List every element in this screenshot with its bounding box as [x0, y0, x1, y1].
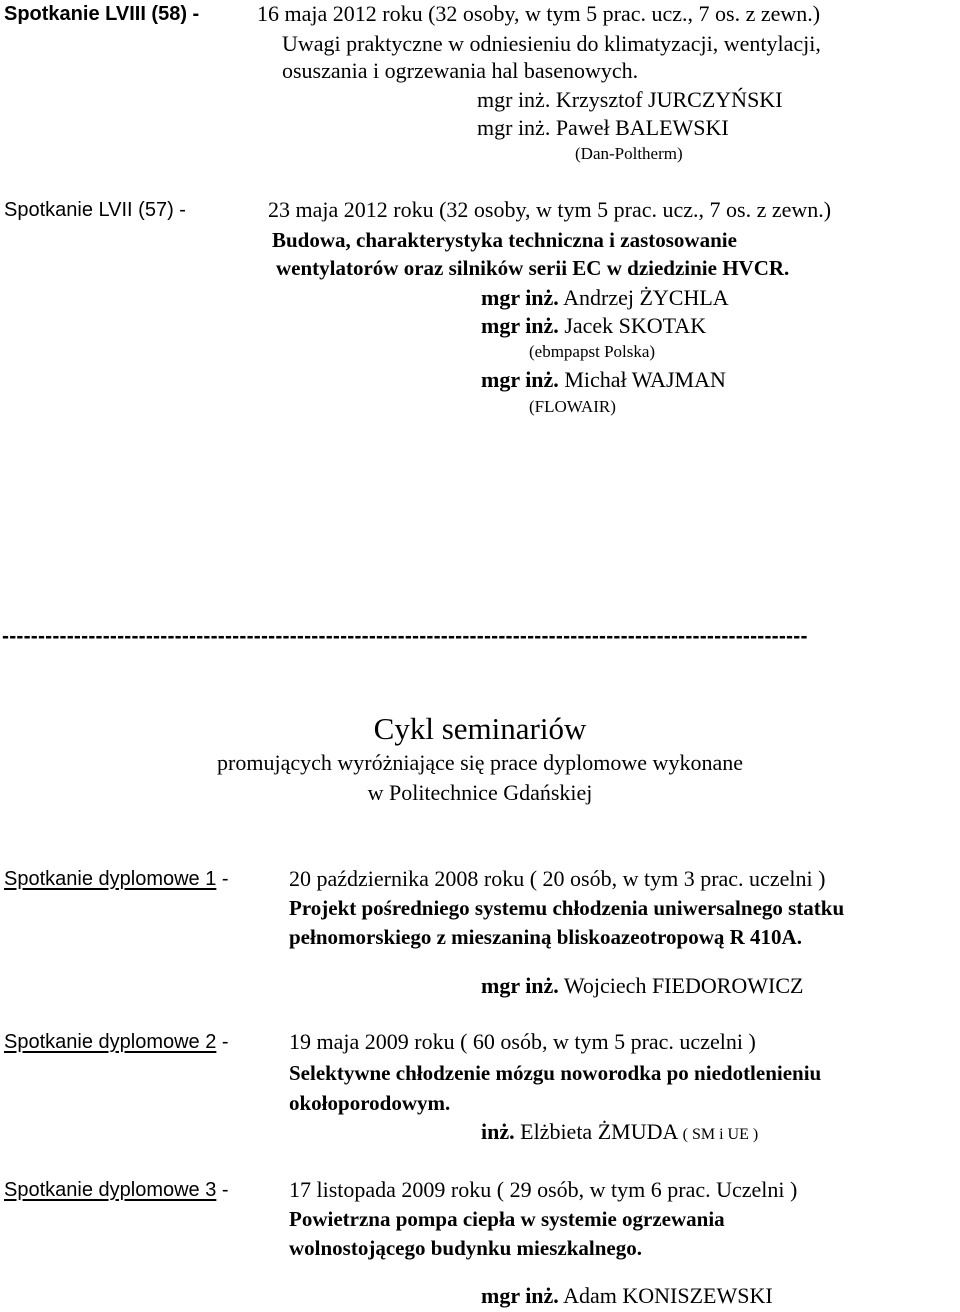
seminar-subtitle-line1: promujących wyróżniające się prace dyplomowe wykonane: [217, 750, 743, 775]
meeting58-company: (Dan-Poltherm): [575, 144, 683, 163]
meeting57-company3: (FLOWAIR): [529, 397, 616, 416]
meeting57-title-line2: wentylatorów oraz silników serii EC w dziedzinie HVCR.: [276, 256, 790, 280]
seminar-subtitle-line2: w Politechnice Gdańskiej: [367, 780, 593, 805]
diploma1-date: 20 października 2008 roku ( 20 osób, w tym 3 prac. uczelni ): [289, 866, 826, 891]
meeting57-company2: (ebmpapst Polska): [529, 342, 656, 361]
diploma3-date: 17 listopada 2009 roku ( 29 osób, w tym 6 prac. Uczelni ): [289, 1177, 798, 1202]
meeting57-speaker3: [481, 369, 726, 391]
diploma3-title-line1: Powietrzna pompa ciepła w systemie ogrzewania: [289, 1207, 725, 1231]
diploma1-speaker-name: Wojciech FIEDOROWICZ: [563, 973, 804, 998]
diploma1-label: Spotkanie dyplomowe 1: [4, 868, 217, 890]
meeting57-date: 23 maja 2012 roku (32 osoby, w tym 5 prac. ucz., 7 os. z zewn.): [268, 197, 832, 222]
separator-line: ----------------------------------------------------------------------------------------------------------------: [2, 626, 808, 647]
diploma2-date: 19 maja 2009 roku ( 60 osób, w tym 5 prac. uczelni ): [289, 1029, 756, 1054]
diploma2-title-line2: okołoporodowym.: [289, 1091, 451, 1115]
meeting57-speaker3-prefix: mgr inż.: [481, 367, 559, 392]
diploma1-dash: -: [216, 868, 229, 890]
diploma3-label-row: [4, 1180, 229, 1200]
diploma1-speaker: [481, 975, 803, 997]
diploma3-speaker-prefix: mgr inż.: [481, 1283, 559, 1308]
meeting57-speaker1-prefix: mgr inż.: [481, 285, 559, 310]
diploma2-dash: -: [216, 1031, 229, 1053]
meeting57-speaker3-name: Michał WAJMAN: [564, 367, 726, 392]
diploma1-title-line1: Projekt pośredniego systemu chłodzenia uniwersalnego statku: [289, 896, 845, 920]
meeting57-title-line1: Budowa, charakterystyka techniczna i zastosowanie: [272, 228, 737, 252]
meeting58-title-line1: Uwagi praktyczne w odniesieniu do klimatyzacji, wentylacji,: [282, 31, 821, 56]
diploma1-speaker-prefix: mgr inż.: [481, 973, 559, 998]
diploma3-dash: -: [216, 1179, 229, 1201]
meeting57-speaker2-prefix: mgr inż.: [481, 313, 559, 338]
meeting58-title-line2: osuszania i ogrzewania hal basenowych.: [282, 58, 639, 83]
diploma2-label: Spotkanie dyplomowe 2: [4, 1031, 217, 1053]
diploma2-speaker-name: Elżbieta ŻMUDA: [520, 1119, 678, 1144]
diploma3-label: Spotkanie dyplomowe 3: [4, 1179, 217, 1201]
seminar-heading: Cykl seminariów: [373, 711, 587, 746]
diploma2-title-line1: Selektywne chłodzenie mózgu noworodka po niedotlenieniu: [289, 1061, 822, 1085]
meeting57-speaker2-name: Jacek SKOTAK: [564, 313, 707, 338]
meeting58-date: 16 maja 2012 roku (32 osoby, w tym 5 prac. ucz., 7 os. z zewn.): [257, 1, 821, 26]
meeting58-label: Spotkanie LVIII (58) -: [4, 3, 200, 25]
diploma3-speaker-name: Adam KONISZEWSKI: [563, 1283, 773, 1308]
diploma2-label-row: [4, 1032, 229, 1052]
diploma2-speaker: [481, 1121, 758, 1143]
diploma2-speaker-prefix: inż.: [481, 1119, 515, 1144]
meeting57-speaker1: [481, 287, 729, 309]
diploma3-speaker: [481, 1285, 773, 1307]
diploma3-title-line2: wolnostojącego budynku mieszkalnego.: [289, 1236, 642, 1260]
meeting58-speaker1: mgr inż. Krzysztof JURCZYŃSKI: [477, 87, 783, 112]
meeting57-speaker2: [481, 315, 706, 337]
diploma2-affiliation: ( SM i UE ): [682, 1126, 759, 1143]
diploma1-label-row: [4, 869, 229, 889]
meeting57-speaker1-name: Andrzej ŻYCHLA: [563, 285, 729, 310]
meeting57-label: Spotkanie LVII (57) -: [4, 199, 186, 221]
diploma1-title-line2: pełnomorskiego z mieszaniną bliskoazeotropową R 410A.: [289, 925, 802, 949]
meeting58-speaker2: mgr inż. Paweł BALEWSKI: [477, 115, 729, 140]
